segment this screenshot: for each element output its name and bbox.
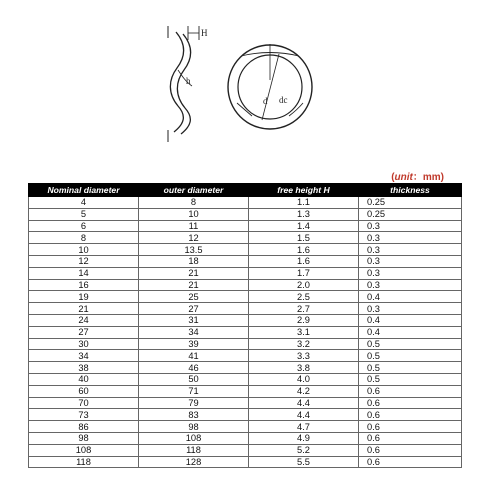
unit-open: ( [391, 172, 395, 183]
unit-separator: ： [412, 172, 423, 183]
cell-outer-diameter: 13.5 [139, 244, 249, 256]
cell-free-height: 5.2 [249, 444, 359, 456]
cell-thickness: 0.5 [359, 373, 462, 385]
table-row [29, 409, 462, 421]
cell-outer-diameter: 12 [139, 232, 249, 244]
header-outer-diameter: outer diameter [139, 184, 249, 197]
cell-thickness: 0.4 [359, 291, 462, 303]
cell-free-height: 4.2 [249, 385, 359, 397]
cell-thickness: 0.3 [359, 279, 462, 291]
cell-free-height: 4.4 [249, 409, 359, 421]
table-row [29, 350, 462, 362]
cell-free-height: 1.7 [249, 267, 359, 279]
cell-nominal-diameter: 98 [29, 432, 139, 444]
cell-thickness: 0.3 [359, 244, 462, 256]
cell-thickness: 0.3 [359, 267, 462, 279]
table-row [29, 385, 462, 397]
cell-thickness: 0.6 [359, 421, 462, 433]
table-row [29, 220, 462, 232]
label-H: H [201, 28, 208, 38]
cell-outer-diameter: 10 [139, 208, 249, 220]
cell-nominal-diameter: 4 [29, 197, 139, 209]
cell-nominal-diameter: 30 [29, 338, 139, 350]
table-row [29, 338, 462, 350]
cell-thickness: 0.3 [359, 303, 462, 315]
label-dc: dc [279, 95, 288, 105]
cell-thickness: 0.25 [359, 208, 462, 220]
cell-nominal-diameter: 118 [29, 456, 139, 468]
table-row [29, 456, 462, 468]
cell-free-height: 3.1 [249, 326, 359, 338]
unit-value: mm [422, 172, 441, 183]
label-h: h [186, 76, 191, 86]
cell-nominal-diameter: 38 [29, 362, 139, 374]
cell-free-height: 4.0 [249, 373, 359, 385]
table-row [29, 444, 462, 456]
cell-free-height: 4.9 [249, 432, 359, 444]
cell-free-height: 1.6 [249, 255, 359, 267]
cell-outer-diameter: 108 [139, 432, 249, 444]
cell-outer-diameter: 21 [139, 279, 249, 291]
cell-nominal-diameter: 34 [29, 350, 139, 362]
cell-thickness: 0.6 [359, 385, 462, 397]
cell-thickness: 0.5 [359, 362, 462, 374]
table-row [29, 267, 462, 279]
cell-outer-diameter: 27 [139, 303, 249, 315]
wave-washer-drawing [0, 0, 488, 170]
cell-nominal-diameter: 40 [29, 373, 139, 385]
cell-outer-diameter: 41 [139, 350, 249, 362]
cell-nominal-diameter: 27 [29, 326, 139, 338]
table-body [29, 197, 462, 468]
cell-outer-diameter: 11 [139, 220, 249, 232]
cell-nominal-diameter: 70 [29, 397, 139, 409]
table-row [29, 362, 462, 374]
cell-outer-diameter: 25 [139, 291, 249, 303]
cell-free-height: 2.0 [249, 279, 359, 291]
cell-free-height: 1.4 [249, 220, 359, 232]
cell-thickness: 0.5 [359, 338, 462, 350]
cell-outer-diameter: 98 [139, 421, 249, 433]
header-nominal-diameter: Nominal diameter [29, 184, 139, 197]
table-row [29, 397, 462, 409]
cell-thickness: 0.6 [359, 397, 462, 409]
cell-thickness: 0.4 [359, 314, 462, 326]
table-row [29, 244, 462, 256]
cell-thickness: 0.6 [359, 444, 462, 456]
cell-outer-diameter: 79 [139, 397, 249, 409]
cell-nominal-diameter: 108 [29, 444, 139, 456]
cell-free-height: 3.2 [249, 338, 359, 350]
cell-nominal-diameter: 5 [29, 208, 139, 220]
cell-nominal-diameter: 12 [29, 255, 139, 267]
cell-nominal-diameter: 10 [29, 244, 139, 256]
table-row [29, 291, 462, 303]
table-row [29, 232, 462, 244]
cell-thickness: 0.6 [359, 456, 462, 468]
unit-note [391, 168, 444, 183]
cell-outer-diameter: 50 [139, 373, 249, 385]
top-view [228, 44, 312, 129]
cell-free-height: 1.1 [249, 197, 359, 209]
cell-free-height: 1.5 [249, 232, 359, 244]
cell-outer-diameter: 31 [139, 314, 249, 326]
header-free-height: free height H [249, 184, 359, 197]
cell-outer-diameter: 46 [139, 362, 249, 374]
cell-free-height: 3.3 [249, 350, 359, 362]
cell-nominal-diameter: 60 [29, 385, 139, 397]
cell-nominal-diameter: 73 [29, 409, 139, 421]
cell-outer-diameter: 83 [139, 409, 249, 421]
cell-free-height: 1.3 [249, 208, 359, 220]
cell-outer-diameter: 71 [139, 385, 249, 397]
cell-outer-diameter: 128 [139, 456, 249, 468]
cell-outer-diameter: 118 [139, 444, 249, 456]
cell-free-height: 2.5 [249, 291, 359, 303]
cell-thickness: 0.6 [359, 432, 462, 444]
cell-thickness: 0.3 [359, 232, 462, 244]
cell-outer-diameter: 18 [139, 255, 249, 267]
side-view [168, 26, 199, 142]
cell-nominal-diameter: 6 [29, 220, 139, 232]
cell-outer-diameter: 39 [139, 338, 249, 350]
cell-outer-diameter: 34 [139, 326, 249, 338]
table-row [29, 432, 462, 444]
table-row [29, 314, 462, 326]
table-row [29, 421, 462, 433]
cell-free-height: 2.7 [249, 303, 359, 315]
cell-nominal-diameter: 19 [29, 291, 139, 303]
cell-nominal-diameter: 14 [29, 267, 139, 279]
cell-nominal-diameter: 86 [29, 421, 139, 433]
label-d: d [263, 96, 268, 106]
cell-free-height: 1.6 [249, 244, 359, 256]
header-thickness: thickness [359, 184, 462, 197]
table-header-row [29, 184, 462, 197]
cell-free-height: 3.8 [249, 362, 359, 374]
cell-thickness: 0.25 [359, 197, 462, 209]
cell-thickness: 0.4 [359, 326, 462, 338]
wave-washer-spec-table [28, 183, 462, 468]
cell-free-height: 4.7 [249, 421, 359, 433]
cell-nominal-diameter: 21 [29, 303, 139, 315]
unit-close: ) [440, 172, 444, 183]
table-row [29, 326, 462, 338]
unit-label: unit [394, 172, 413, 183]
table-row [29, 255, 462, 267]
table-row [29, 373, 462, 385]
table-row [29, 197, 462, 209]
table-row [29, 303, 462, 315]
cell-free-height: 5.5 [249, 456, 359, 468]
cell-thickness: 0.6 [359, 409, 462, 421]
table-row [29, 208, 462, 220]
table-row [29, 279, 462, 291]
cell-nominal-diameter: 16 [29, 279, 139, 291]
cell-free-height: 2.9 [249, 314, 359, 326]
cell-thickness: 0.3 [359, 255, 462, 267]
cell-thickness: 0.3 [359, 220, 462, 232]
cell-thickness: 0.5 [359, 350, 462, 362]
cell-nominal-diameter: 24 [29, 314, 139, 326]
cell-free-height: 4.4 [249, 397, 359, 409]
cell-outer-diameter: 21 [139, 267, 249, 279]
cell-nominal-diameter: 8 [29, 232, 139, 244]
cell-outer-diameter: 8 [139, 197, 249, 209]
